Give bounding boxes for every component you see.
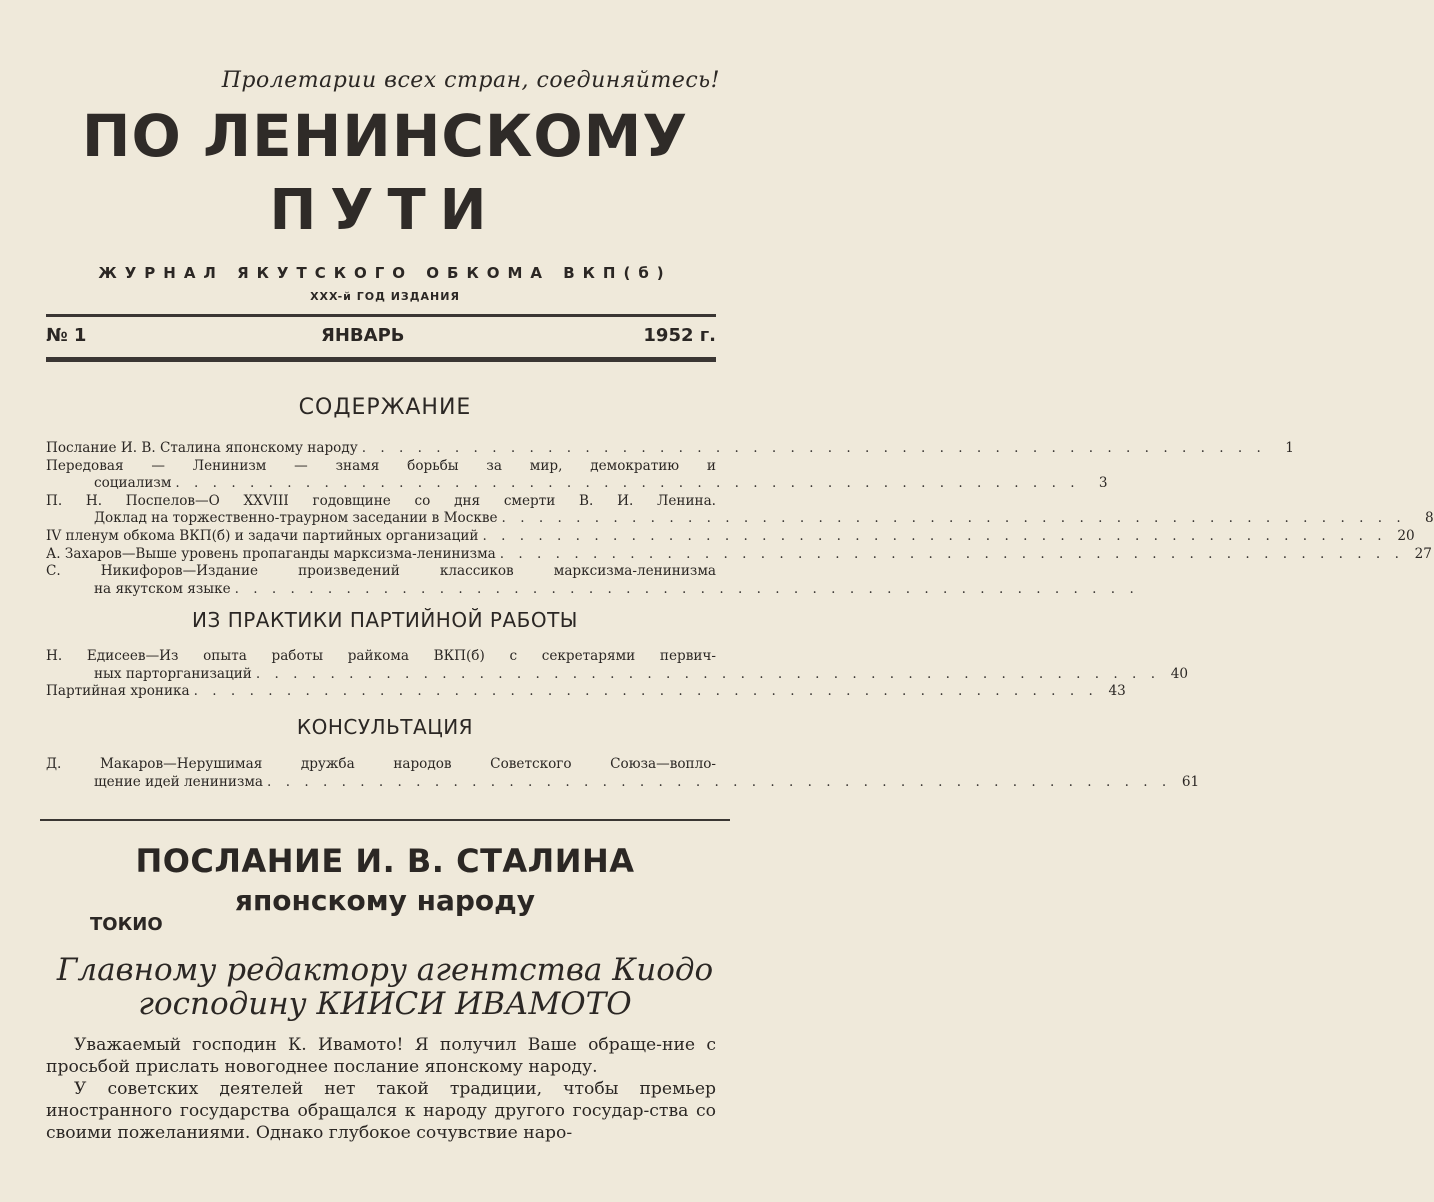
article-paragraph: Уважаемый господин К. Ивамото! Я получил Ваше обраще-ние с просьбой прислать новогоднее послание японскому народу.	[46, 1035, 716, 1077]
entry-text: Д. Макаров—Нерушимая дружба народов Советского Союза—вопло-	[46, 756, 716, 772]
entry-page-number: 40	[1170, 665, 1189, 682]
entry-text: С. Никифоров—Издание произведений классиков марксизма-ленинизма	[46, 563, 716, 580]
entry-text: П. Н. Поспелов—О XXVIII годовщине со дня смерти В. И. Ленина.	[46, 492, 716, 509]
entry-page-number: 43	[1108, 683, 1126, 700]
article-body	[46, 1034, 716, 1144]
leader-dots: . . . . . . . . . . . . . . . . . . . . . . . . . . . . . . . . . . . . . . . . . . . . . . . . .	[501, 510, 1406, 527]
leader-dots: . . . . . . . . . . . . . . . . . . . . . . . . . . . . . . . . . . . . . . . . . . . . . . . . .	[193, 683, 1098, 700]
article-divider	[40, 819, 730, 821]
contents-entry	[46, 492, 1434, 528]
entry-page-number: 3	[1098, 475, 1108, 492]
contents-entry	[46, 648, 1189, 683]
contents-entry	[46, 683, 1126, 701]
consult-list	[46, 756, 1200, 791]
leader-dots: . . . . . . . . . . . . . . . . . . . . . . . . . . . . . . . . . . . . . . . . . . . . . . . . .	[482, 527, 1387, 544]
article-title: ПОСЛАНИЕ И. В. СТАЛИНА	[135, 842, 635, 880]
issue-month: ЯНВАРЬ	[321, 325, 405, 346]
practice-list	[46, 648, 1189, 701]
leader-dots: . . . . . . . . . . . . . . . . . . . . . . . . . . . . . . . . . . . . . . . . . . . . . . . . .	[255, 665, 1161, 682]
entry-text: IV пленум обкома ВКП(б) и задачи партийных организаций	[46, 527, 479, 544]
entry-text: на якутском языке	[94, 580, 231, 597]
issue-row	[46, 323, 716, 351]
article-city: ТОКИО	[90, 914, 163, 935]
contents-entry	[46, 756, 1200, 791]
section-practice-heading: ИЗ ПРАКТИКИ ПАРТИЙНОЙ РАБОТЫ	[192, 608, 578, 632]
masthead-title-line2: ПУТИ	[269, 178, 501, 243]
entry-text: социализм	[94, 475, 172, 492]
entry-page-number: 20	[1397, 527, 1415, 544]
contents-entry	[46, 527, 1415, 546]
contents-entry	[46, 457, 1108, 493]
masthead-title-line1: ПО ЛЕНИНСКОМУ	[81, 102, 689, 170]
addressee-line2: господину КИИСИ ИВАМОТО	[138, 986, 632, 1022]
bottom-rule	[46, 357, 716, 362]
motto: Пролетарии всех стран, соединяйтесь!	[221, 68, 720, 93]
entry-page-number: 8	[1425, 510, 1434, 527]
contents-entry	[46, 440, 1294, 458]
journal-subtitle: ЖУРНАЛ ЯКУТСКОГО ОБКОМА ВКП(б)	[98, 264, 672, 282]
contents-list	[46, 440, 1434, 598]
contents-entry	[46, 563, 1139, 598]
entry-text: Партийная хроника	[46, 683, 190, 700]
leader-dots: . . . . . . . . . . . . . . . . . . . . . . . . . . . . . . . . . . . . . . . . . . . . . . . . .	[499, 545, 1404, 562]
publication-year-line: XXX-й ГОД ИЗДАНИЯ	[310, 290, 460, 303]
leader-dots: . . . . . . . . . . . . . . . . . . . . . . . . . . . . . . . . . . . . . . . . . . . . . . . . .	[175, 475, 1080, 492]
entry-text: Н. Едисеев—Из опыта работы райкома ВКП(б) с секретарями первич-	[46, 648, 716, 664]
issue-year: 1952 г.	[643, 325, 716, 346]
entry-page-number: 61	[1181, 773, 1200, 790]
entry-text: Доклад на торжественно-траурном заседании в Москве	[94, 510, 498, 527]
entry-text: Передовая — Ленинизм — знамя борьбы за мир, демократию и	[46, 457, 716, 474]
leader-dots: . . . . . . . . . . . . . . . . . . . . . . . . . . . . . . . . . . . . . . . . . . . . . . . . .	[267, 773, 1172, 790]
entry-page-number: 1	[1285, 440, 1294, 456]
issue-number: № 1	[46, 325, 87, 346]
contents-entry	[46, 545, 1432, 564]
entry-text: Послание И. В. Сталина японскому народу	[46, 440, 358, 456]
article-paragraph: У советских деятелей нет такой традиции, чтобы премьер иностранного государства обращался к народу другого государ-ства со своими пожеланиями. Однако глубокое сочувствие наро-	[46, 1079, 716, 1143]
contents-title: СОДЕРЖАНИЕ	[298, 395, 472, 420]
entry-page-number: 27	[1414, 545, 1432, 562]
top-rule	[46, 314, 716, 317]
section-consult-heading: КОНСУЛЬТАЦИЯ	[296, 715, 474, 739]
leader-dots: . . . . . . . . . . . . . . . . . . . . . . . . . . . . . . . . . . . . . . . . . . . . . . . . .	[361, 440, 1266, 456]
entry-text: А. Захаров—Выше уровень пропаганды марксизма-ленинизма	[46, 545, 496, 562]
entry-text: ных парторганизаций	[94, 665, 252, 682]
addressee-line1: Главному редактору агентства Киодо	[56, 952, 714, 988]
leader-dots: . . . . . . . . . . . . . . . . . . . . . . . . . . . . . . . . . . . . . . . . . . . . . . . . .	[234, 580, 1139, 597]
entry-text: щение идей ленинизма	[94, 773, 264, 790]
article-subtitle: японскому народу	[234, 884, 535, 917]
